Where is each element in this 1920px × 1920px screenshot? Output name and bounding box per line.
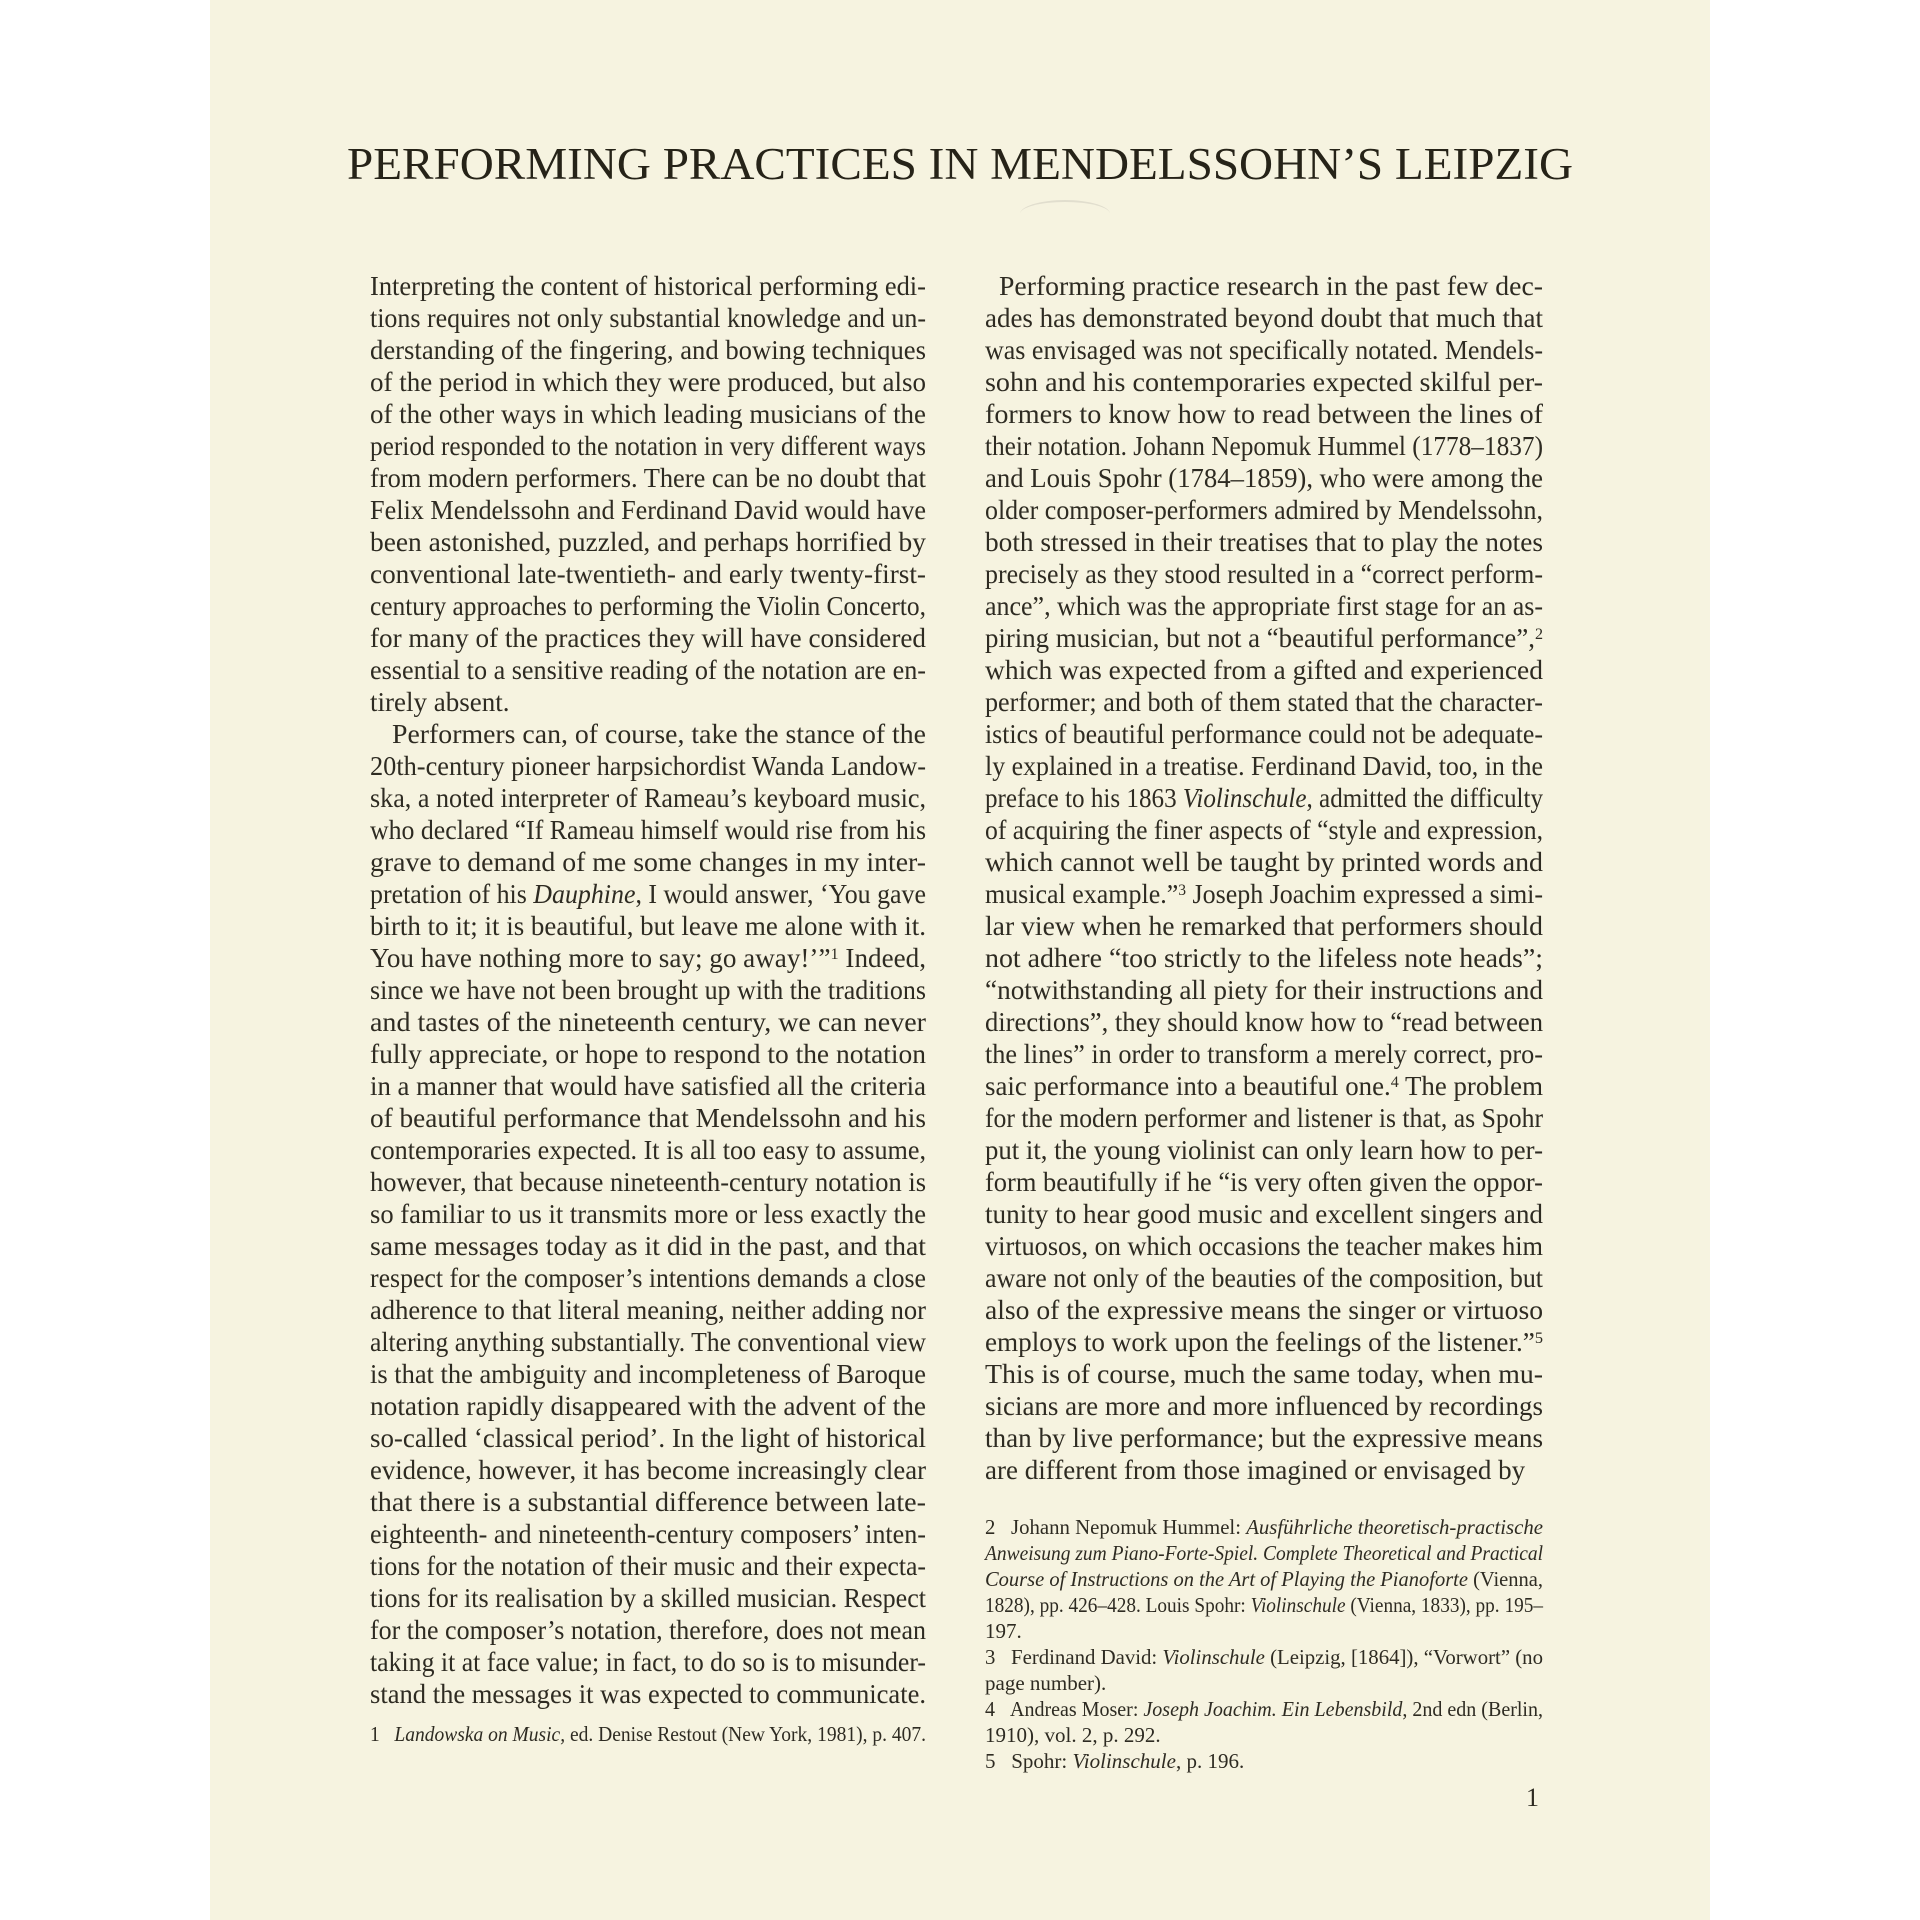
text-line: conventional late-twentieth- and early twenty-first- — [370, 559, 926, 589]
text-line: and tastes of the nineteenth century, we can never — [370, 1007, 926, 1037]
page-number: 1 — [1526, 1783, 1539, 1812]
text-line: virtuosos, on which occasions the teacher makes him — [985, 1231, 1543, 1261]
text-line: “notwithstanding all piety for their instructions and — [985, 975, 1543, 1005]
text-line: 3 Ferdinand David: Violinschule (Leipzig, [1864]), “Vorwort” (no — [985, 1645, 1543, 1669]
scan-artifact — [1020, 200, 1110, 214]
text-line: Anweisung zum Piano-Forte-Spiel. Complete Theoretical and Practical — [985, 1541, 1543, 1565]
text-line: directions”, they should know how to “read between — [985, 1007, 1543, 1037]
text-line: 1910), vol. 2, p. 292. — [985, 1723, 1161, 1747]
text-line: so-called ‘classical period’. In the light of historical — [370, 1423, 926, 1453]
text-line: formers to know how to read between the lines of — [985, 399, 1543, 429]
text-line: both stressed in their treatises that to play the notes — [985, 527, 1543, 557]
text-line: saic performance into a beautiful one.$^4$ The problem — [985, 1071, 1543, 1101]
text-line: Felix Mendelssohn and Ferdinand David would have — [370, 495, 926, 525]
text-line: of beautiful performance that Mendelssohn and his — [370, 1103, 926, 1133]
text-line: which cannot well be taught by printed words and — [985, 847, 1543, 877]
text-line: evidence, however, it has become increasingly clear — [370, 1455, 926, 1485]
text-line: performer; and both of them stated that the character- — [985, 687, 1543, 717]
text-line: eighteenth- and nineteenth-century composers’ inten- — [370, 1519, 926, 1549]
text-line: 5 Spohr: Violinschule, p. 196. — [985, 1749, 1245, 1773]
right-footnotes — [985, 1514, 1543, 1774]
text-line: who declared “If Rameau himself would rise from his — [370, 815, 926, 845]
text-line: sicians are more and more influenced by recordings — [985, 1391, 1543, 1421]
text-line: page number). — [985, 1671, 1107, 1695]
text-line: 197. — [985, 1619, 1022, 1643]
text-line: since we have not been brought up with the traditions — [370, 975, 926, 1005]
text-line: been astonished, puzzled, and perhaps horrified by — [370, 527, 926, 557]
text-line: lar view when he remarked that performers should — [985, 911, 1543, 941]
text-line: ance”, which was the appropriate first stage for an as- — [985, 591, 1543, 621]
text-line: form beautifully if he “is very often given the oppor- — [985, 1167, 1543, 1197]
text-line: essential to a sensitive reading of the notation are en- — [370, 655, 926, 685]
text-line: employs to work upon the feelings of the listener.”$^5$ — [985, 1327, 1543, 1357]
text-line: piring musician, but not a “beautiful performance”,$^2$ — [985, 623, 1543, 653]
text-line: period responded to the notation in very different ways — [370, 431, 926, 461]
text-line: Course of Instructions on the Art of Playing the Pianoforte (Vienna, — [985, 1567, 1543, 1591]
text-line: 1828), pp. 426–428. Louis Spohr: Violinschule (Vienna, 1833), pp. 195– — [985, 1593, 1543, 1617]
text-line: pretation of his Dauphine, I would answer, ‘You gave — [370, 879, 926, 909]
text-line: also of the expressive means the singer or virtuoso — [985, 1295, 1543, 1325]
text-line: altering anything substantially. The conventional view — [370, 1327, 926, 1357]
text-line: PERFORMING PRACTICES IN MENDELSSOHN’S LEIPZIG — [347, 139, 1573, 189]
text-line: of the period in which they were produced, but also — [370, 367, 926, 397]
text-line: ly explained in a treatise. Ferdinand David, too, in the — [985, 751, 1543, 781]
text-line: for the composer’s notation, therefore, does not mean — [370, 1615, 926, 1645]
text-line: same messages today as it did in the past, and that — [370, 1231, 926, 1261]
text-line: contemporaries expected. It is all too easy to assume, — [370, 1135, 926, 1165]
text-line: for the modern performer and listener is that, as Spohr — [985, 1103, 1543, 1133]
text-line: their notation. Johann Nepomuk Hummel (1778–1837) — [985, 431, 1543, 461]
text-line: 2 Johann Nepomuk Hummel: Ausführliche theoretisch-practische — [985, 1515, 1543, 1539]
text-line: ska, a noted interpreter of Rameau’s keyboard music, — [370, 783, 926, 813]
text-line: however, that because nineteenth-century notation is — [370, 1167, 926, 1197]
text-line: sohn and his contemporaries expected skilful per- — [985, 367, 1543, 397]
text-line: stand the messages it was expected to communicate. — [370, 1679, 926, 1709]
text-line: precisely as they stood resulted in a “correct perform- — [985, 559, 1543, 589]
text-line: in a manner that would have satisfied all the criteria — [370, 1071, 926, 1101]
left-footnotes — [370, 1721, 926, 1747]
text-line: for many of the practices they will have considered — [370, 623, 926, 653]
text-line: tirely absent. — [370, 687, 510, 717]
text-line: tions requires not only substantial knowledge and un- — [370, 303, 926, 333]
right-text-column — [985, 270, 1543, 1486]
text-line: than by live performance; but the expressive means — [985, 1423, 1543, 1453]
text-line: older composer-performers admired by Mendelssohn, — [985, 495, 1543, 525]
text-line: the lines” in order to transform a merely correct, pro- — [985, 1039, 1543, 1069]
text-line: are different from those imagined or envisaged by — [985, 1455, 1526, 1485]
text-line: ades has demonstrated beyond doubt that much that — [985, 303, 1543, 333]
text-line: is that the ambiguity and incompleteness of Baroque — [370, 1359, 926, 1389]
text-line: notation rapidly disappeared with the advent of the — [370, 1391, 926, 1421]
text-line: was envisaged was not specifically notated. Mendels- — [985, 335, 1543, 365]
text-line: tions for the notation of their music and their expecta- — [370, 1551, 926, 1581]
text-line: that there is a substantial difference between late- — [370, 1487, 926, 1517]
text-line: adherence to that literal meaning, neither adding nor — [370, 1295, 926, 1325]
text-line: istics of beautiful performance could not be adequate- — [985, 719, 1543, 749]
page-title — [347, 138, 1573, 190]
book-page — [210, 0, 1710, 1920]
text-line: Performing practice research in the past few dec- — [999, 271, 1543, 301]
text-line: derstanding of the fingering, and bowing techniques — [370, 335, 926, 365]
text-line: tunity to hear good music and excellent singers and — [985, 1199, 1543, 1229]
text-line: 4 Andreas Moser: Joseph Joachim. Ein Lebensbild, 2nd edn (Berlin, — [985, 1697, 1543, 1721]
text-line: which was expected from a gifted and experienced — [985, 655, 1543, 685]
text-line: aware not only of the beauties of the composition, but — [985, 1263, 1543, 1293]
text-line: musical example.”$^3$ Joseph Joachim expressed a simi- — [985, 879, 1543, 909]
text-line: tions for its realisation by a skilled musician. Respect — [370, 1583, 926, 1613]
text-line: of the other ways in which leading musicians of the — [370, 399, 926, 429]
left-text-column — [370, 270, 926, 1710]
text-line: put it, the young violinist can only learn how to per- — [985, 1135, 1543, 1165]
text-line: so familiar to us it transmits more or less exactly the — [370, 1199, 926, 1229]
text-line: and Louis Spohr (1784–1859), who were among the — [985, 463, 1543, 493]
text-line: 20th-century pioneer harpsichordist Wanda Landow- — [370, 751, 926, 781]
text-line: preface to his 1863 Violinschule, admitted the difficulty — [985, 783, 1543, 813]
text-line: This is of course, much the same today, when mu- — [985, 1359, 1543, 1389]
text-line: of acquiring the finer aspects of “style and expression, — [985, 815, 1543, 845]
text-line: century approaches to performing the Violin Concerto, — [370, 591, 926, 621]
text-line: 1 Landowska on Music, ed. Denise Restout (New York, 1981), p. 407. — [370, 1722, 926, 1746]
text-line: not adhere “too strictly to the lifeless note heads”; — [985, 943, 1543, 973]
text-line: Performers can, of course, take the stance of the — [392, 719, 926, 749]
text-line: taking it at face value; in fact, to do so is to misunder- — [370, 1647, 926, 1677]
text-line: from modern performers. There can be no doubt that — [370, 463, 926, 493]
text-line: birth to it; it is beautiful, but leave me alone with it. — [370, 911, 926, 941]
text-line: grave to demand of me some changes in my inter- — [370, 847, 926, 877]
text-line: You have nothing more to say; go away!’”$^1$ Indeed, — [370, 943, 926, 973]
text-line: fully appreciate, or hope to respond to the notation — [370, 1039, 926, 1069]
text-line: Interpreting the content of historical performing edi- — [370, 271, 926, 301]
text-line: respect for the composer’s intentions demands a close — [370, 1263, 926, 1293]
